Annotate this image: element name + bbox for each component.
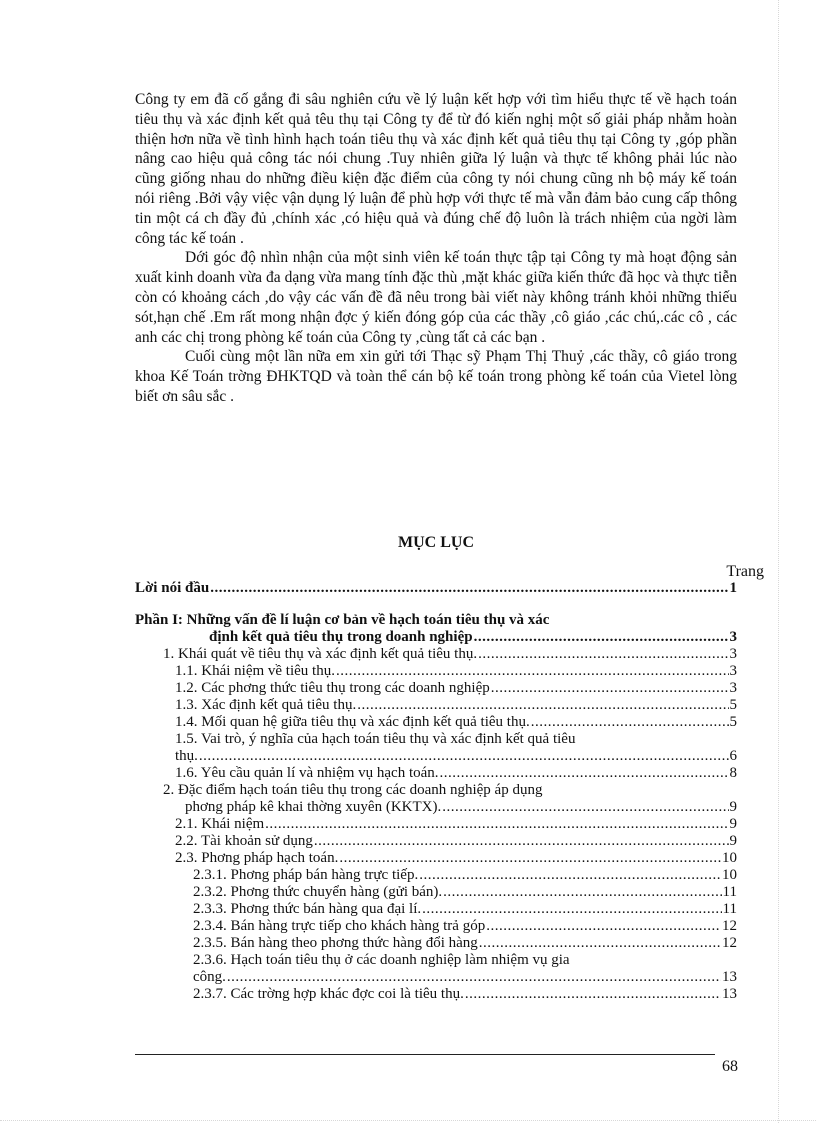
- toc-entry: [135, 935, 737, 952]
- toc-entry-page: 6: [729, 748, 737, 764]
- toc-entry: [135, 697, 737, 714]
- page-frame-bottom: [0, 1120, 816, 1121]
- toc-entry: [135, 714, 737, 731]
- toc-entry-page: 13: [722, 986, 737, 1002]
- toc-leader-dots: [314, 833, 729, 850]
- toc-entry: [135, 646, 737, 663]
- intro-paragraph-2: Dới góc độ nhìn nhận của một sinh viên kế toán thực tập tại Công ty mà hoạt động sản xuất kinh doanh vừa đa dạng vừa mang tính đặc thù ,mặt khác giữa kiến thức đã học và thực tiễn còn có khoảng cách ,do vậy các vấn đề đã nêu trong bài viết này không tránh khỏi những thiếu sót,hạn chế .Em rất mong nhận đợc ý kiến đóng góp của các thầy ,cô giáo ,các chú,.các cô , các anh các chị trong phòng kế toán của Công ty ,cùng tất cả các bạn .: [135, 249, 737, 346]
- toc-entry-text: thụ.: [175, 748, 198, 764]
- toc-leader-dots: [422, 901, 721, 918]
- toc-entry: [135, 952, 737, 969]
- toc-entry: [135, 867, 737, 884]
- toc-entry: [135, 765, 737, 782]
- toc-entry: [135, 884, 737, 901]
- toc-entry: [135, 918, 737, 935]
- toc-entry-text: 1.5. Vai trò, ý nghĩa của hạch toán tiêu thụ và xác định kết quả tiêu: [175, 731, 576, 747]
- toc-leader-dots: [465, 986, 721, 1003]
- toc-entry-page: 1: [729, 580, 737, 596]
- toc-leader-dots: [357, 697, 728, 714]
- toc-entry-page: 11: [722, 884, 737, 900]
- toc-entry-text: 2.3.5. Bán hàng theo phơng thức hàng đổi hàng: [193, 935, 478, 951]
- toc-entry-text: 2.3.4. Bán hàng trực tiếp cho khách hàng trả góp: [193, 918, 486, 934]
- toc-entry-page: 9: [729, 799, 737, 815]
- toc-entry: [135, 850, 737, 867]
- toc-entry-text: 2.3.2. Phơng thức chuyển hàng (gửi bán).: [193, 884, 443, 900]
- toc-entry: [135, 731, 737, 748]
- footer-divider: [135, 1054, 715, 1055]
- toc-entry-continuation: [135, 629, 737, 646]
- toc-entry-page: 8: [729, 765, 737, 781]
- toc-leader-dots: [227, 969, 721, 986]
- toc-entry-text: công.: [193, 969, 226, 985]
- toc-entry: [135, 680, 737, 697]
- toc-leader-dots: [474, 629, 729, 646]
- toc-leader-dots: [443, 884, 721, 901]
- toc-entry-page: 5: [729, 714, 737, 730]
- toc-leader-dots: [265, 816, 728, 833]
- toc-entry-page: 9: [729, 833, 737, 849]
- toc-entry-page: 9: [729, 816, 737, 832]
- toc-entry-text: Lời nói đầu: [135, 580, 210, 596]
- toc-leader-dots: [442, 799, 728, 816]
- toc-leader-dots: [486, 918, 721, 935]
- toc-entry: [135, 901, 737, 918]
- toc-heading: MỤC LỤC: [398, 534, 474, 551]
- toc-entry-page: 13: [722, 969, 737, 985]
- toc-entry-text: 2.3.1. Phơng pháp bán hàng trực tiếp.: [193, 867, 419, 883]
- toc-entry-text: 2.2. Tài khoản sử dụng: [175, 833, 313, 849]
- toc-entry-page: 3: [729, 629, 737, 645]
- toc-entry-page: 12: [722, 918, 737, 934]
- toc-leader-dots: [479, 935, 721, 952]
- toc-entry: [135, 986, 737, 1003]
- toc-entry-page: 3: [729, 663, 737, 679]
- toc-entry-text: 1.2. Các phơng thức tiêu thụ trong các doanh nghiệp: [175, 680, 490, 696]
- toc-entry-text: 2.3.7. Các trờng hợp khác đợc coi là tiêu thụ.: [193, 986, 464, 1002]
- toc-entry-page: 11: [722, 901, 737, 917]
- toc-entry-page: 12: [722, 935, 737, 951]
- toc-entry-text: 1.4. Mối quan hệ giữa tiêu thụ và xác định kết quả tiêu thụ.: [175, 714, 530, 730]
- toc-entry: [135, 833, 737, 850]
- toc-entry-text: 1.1. Khái niệm về tiêu thụ.: [175, 663, 335, 679]
- page-frame-right: [778, 0, 779, 1123]
- toc-leader-dots: [478, 646, 728, 663]
- intro-paragraph-1: Công ty em đã cố gắng đi sâu nghiên cứu về lý luận kết hợp với tìm hiểu thực tế về hạch toán tiêu thụ và xác định kết quả têu thụ tại Công ty để từ đó kiến nghị một số giải pháp nhằm hoàn thiện hơn nữa về tình hình hạch toán tiêu thụ và xác định kết quả tiêu thụ tại Công ty ,góp phần nâng cao hiệu quả công tác nói chung .Tuy nhiên giữa lý luận và thực tế không phải lúc nào cũng giống nhau do những điều kiện đặc điểm của công ty nói chung cũng nh bộ máy kế toán nói riêng .Bởi vậy việc vận dụng lý luận để phù hợp với thực tế mà vẫn đảm bảo cung cấp thông tin một cá ch đầy đủ ,chính xác ,có hiệu quả và đúng chế độ luôn là trách nhiệm của ngời làm công tác kế toán .: [135, 91, 737, 247]
- toc-entry-continuation: [135, 799, 737, 816]
- toc-entry-page: 3: [729, 680, 737, 696]
- toc-entry-page: 5: [729, 697, 737, 713]
- table-of-contents: [135, 580, 737, 1003]
- toc-entry-text: phơng pháp kê khai thờng xuyên (KKTX).: [185, 799, 442, 815]
- toc-entry-text: 1.3. Xác định kết quả tiêu thụ.: [175, 697, 357, 713]
- toc-page-column-label: Trang: [726, 563, 764, 580]
- toc-entry-text: 2.3.6. Hạch toán tiêu thụ ở các doanh nghiệp làm nhiệm vụ gia: [193, 952, 570, 968]
- toc-leader-dots: [210, 580, 728, 597]
- toc-entry: [135, 663, 737, 680]
- toc-entry-page: 10: [722, 850, 737, 866]
- toc-entry-text: 2. Đặc điểm hạch toán tiêu thụ trong các doanh nghiệp áp dụng: [163, 782, 543, 798]
- toc-entry-text: 2.1. Khái niệm: [175, 816, 265, 832]
- toc-entry: [135, 580, 737, 597]
- toc-entry-text: 2.3.3. Phơng thức bán hàng qua đại lí.: [193, 901, 422, 917]
- toc-leader-dots: [199, 748, 729, 765]
- toc-entry-text: 2.3. Phơng pháp hạch toán.: [175, 850, 339, 866]
- toc-leader-dots: [336, 663, 729, 680]
- toc-entry-page: 3: [729, 646, 737, 662]
- toc-leader-dots: [491, 680, 729, 697]
- toc-leader-dots: [419, 867, 721, 884]
- toc-leader-dots: [531, 714, 729, 731]
- intro-paragraph-3: Cuối cùng một lần nữa em xin gửi tới Thạc sỹ Phạm Thị Thuỷ ,các thầy, cô giáo trong khoa Kế Toán trờng ĐHKTQD và toàn thể cán bộ kế toán trong phòng kế toán của Vietel lòng biết ơn sâu sắc .: [135, 348, 737, 405]
- toc-entry-continuation: [135, 969, 737, 986]
- toc-entry-page: 10: [722, 867, 737, 883]
- intro-text: [135, 90, 737, 407]
- toc-entry-text: 1.6. Yêu cầu quản lí và nhiệm vụ hạch toán.: [175, 765, 439, 781]
- toc-entry: [135, 816, 737, 833]
- toc-leader-dots: [440, 765, 729, 782]
- toc-entry: [135, 782, 737, 799]
- toc-leader-dots: [339, 850, 721, 867]
- toc-entry-text: định kết quả tiêu thụ trong doanh nghiệp: [209, 629, 473, 645]
- toc-entry-text: Phần I: Những vấn đề lí luận cơ bản về hạch toán tiêu thụ và xác: [135, 612, 550, 628]
- toc-entry-continuation: [135, 748, 737, 765]
- toc-entry: [135, 612, 737, 629]
- toc-entry-text: 1. Khái quát về tiêu thụ và xác định kết quả tiêu thụ.: [163, 646, 478, 662]
- page-number: 68: [722, 1058, 738, 1075]
